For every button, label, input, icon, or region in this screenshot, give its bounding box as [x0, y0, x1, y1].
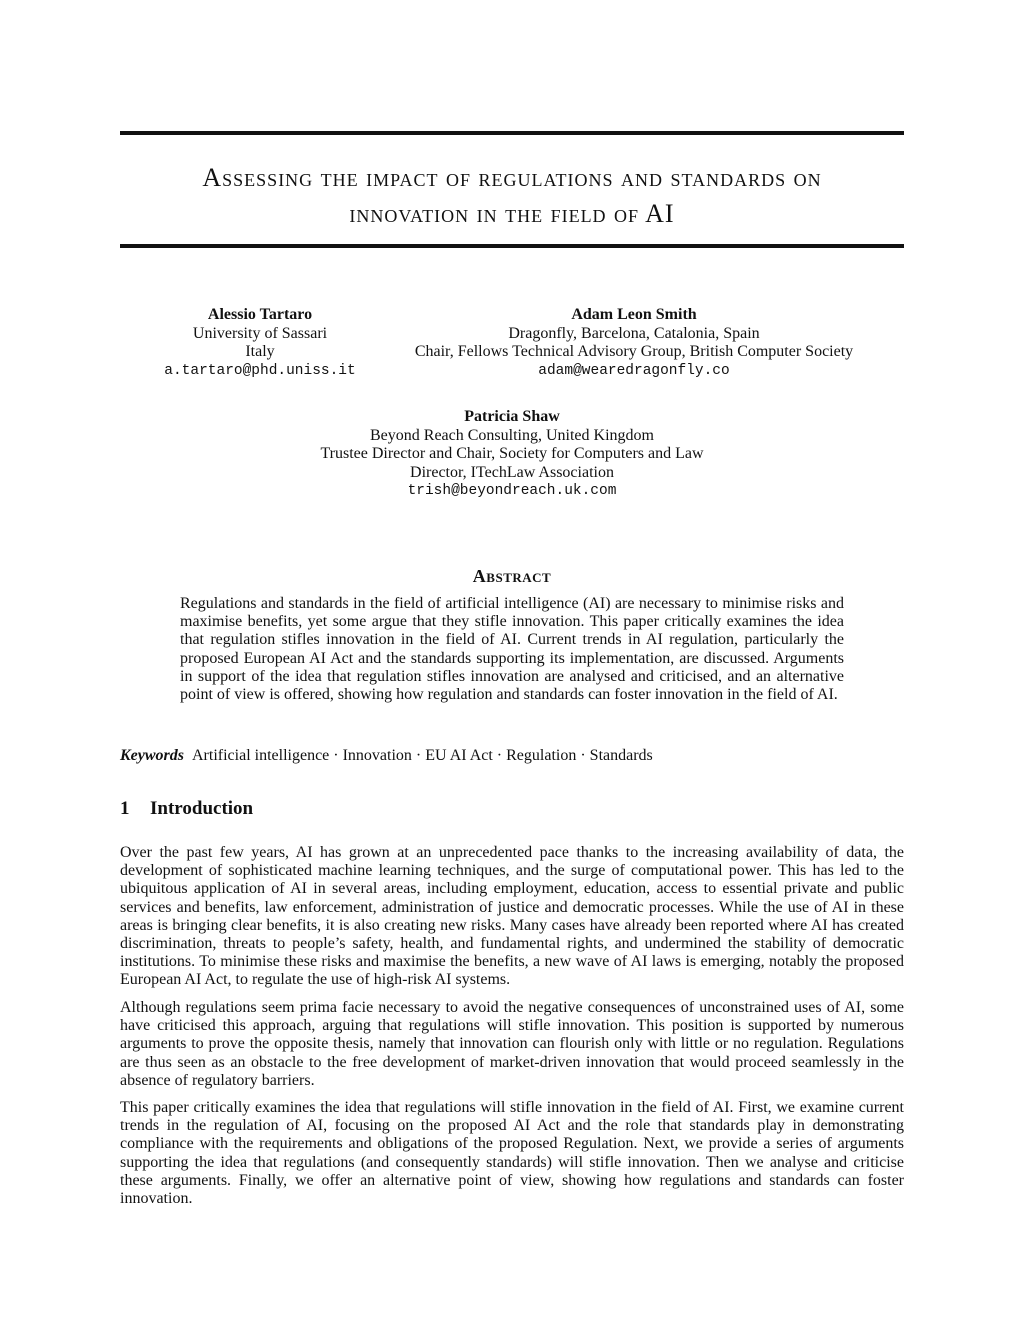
author-affiliation: Dragonfly, Barcelona, Catalonia, Spain [508, 324, 760, 342]
paper-title-line-1: Assessing the impact of regulations and standards on [202, 163, 822, 192]
title-bottom-rule [120, 244, 904, 248]
keywords-list: Artificial intelligence · Innovation · EU AI Act · Regulation · Standards [192, 747, 653, 764]
title-top-rule [120, 131, 904, 135]
author-name: Alessio Tartaro [207, 306, 313, 323]
section-number: 1 [120, 798, 130, 819]
author-affiliation: Trustee Director and Chair, Society for Computers and Law [320, 445, 704, 462]
paper-title-line-2: innovation in the field of AI [349, 199, 675, 228]
paper-title [120, 160, 904, 232]
intro-paragraph-2: Although regulations seem prima facie necessary to avoid the negative consequences of unconstrained uses of AI, some have criticised this approach, arguing that regulations will stifle innovation. This position is supported by numerous arguments to prove the opposite thesis, namely that innovation can flourish only with little or no regulation. Regulations are thus seen as an obstacle to the free development of market-driven innovation that would proceed seamlessly in the absence of regulatory barriers. [120, 999, 904, 1089]
author-block-tartaro [130, 306, 390, 380]
author-block-shaw [262, 408, 762, 501]
section-title: Introduction [150, 798, 254, 819]
author-block-smith [380, 306, 888, 380]
section-heading-introduction [120, 798, 253, 820]
author-affiliation: Director, ITechLaw Association [410, 463, 614, 481]
author-affiliation: Italy [245, 343, 275, 360]
keywords-line [120, 747, 904, 765]
abstract-text: Regulations and standards in the field of artificial intelligence (AI) are necessary to minimise risks and maximise benefits, yet some argue that they stifle innovation. This paper critically examines the idea that regulation stifles innovation in the field of AI. Current trends in AI regulation, particularly the proposed European AI Act and the standards supporting its implementation, are discussed. Arguments in support of the idea that regulation stifles innovation are analysed and criticised, and an alternative point of view is offered, showing how regulation and standards can foster innovation in the field of AI. [180, 595, 844, 704]
intro-paragraph-3: This paper critically examines the idea that regulations will stifle innovation in the field of AI. First, we examine current trends in the regulation of AI, focusing on the proposed AI Act and the role that standards play in demonstrating compliance with the requirements and obligations of the proposed Regulation. Next, we provide a series of arguments supporting the idea that regulations (and consequently standards) will stifle innovation. Then we analyse and criticise these arguments. Finally, we offer an alternative point of view, showing how regulations and standards can foster innovation. [120, 1099, 904, 1208]
author-name: Adam Leon Smith [571, 306, 697, 323]
author-affiliation: Chair, Fellows Technical Advisory Group, British Computer Society [414, 343, 854, 360]
author-name: Patricia Shaw [464, 408, 560, 425]
author-affiliation: Beyond Reach Consulting, United Kingdom [370, 426, 654, 444]
abstract-heading: Abstract [472, 566, 552, 586]
author-email[interactable]: a.tartaro@phd.uniss.it [164, 362, 356, 379]
intro-paragraph-1: Over the past few years, AI has grown at an unprecedented pace thanks to the increasing availability of data, the development of sophisticated machine learning techniques, and the surge of computational power. This has led to the ubiquitous application of AI in several areas, including employment, education, access to essential private and public services and benefits, law enforcement, administration of justice and democratic processes. While the use of AI in these areas is bringing clear benefits, it is also creating new risks. Many cases have already been reported where AI has created discrimination, threats to people’s safety, health, and fundamental rights, and undermined the stability of democratic institutions. To minimise these risks and maximise the benefits, a new wave of AI laws is emerging, notably the proposed European AI Act, to regulate the use of high-risk AI systems. [120, 844, 904, 989]
author-email[interactable]: adam@wearedragonfly.co [538, 362, 730, 379]
keywords-label: Keywords [120, 747, 184, 764]
author-affiliation: University of Sassari [192, 324, 328, 342]
author-email[interactable]: trish@beyondreach.uk.com [407, 483, 617, 499]
